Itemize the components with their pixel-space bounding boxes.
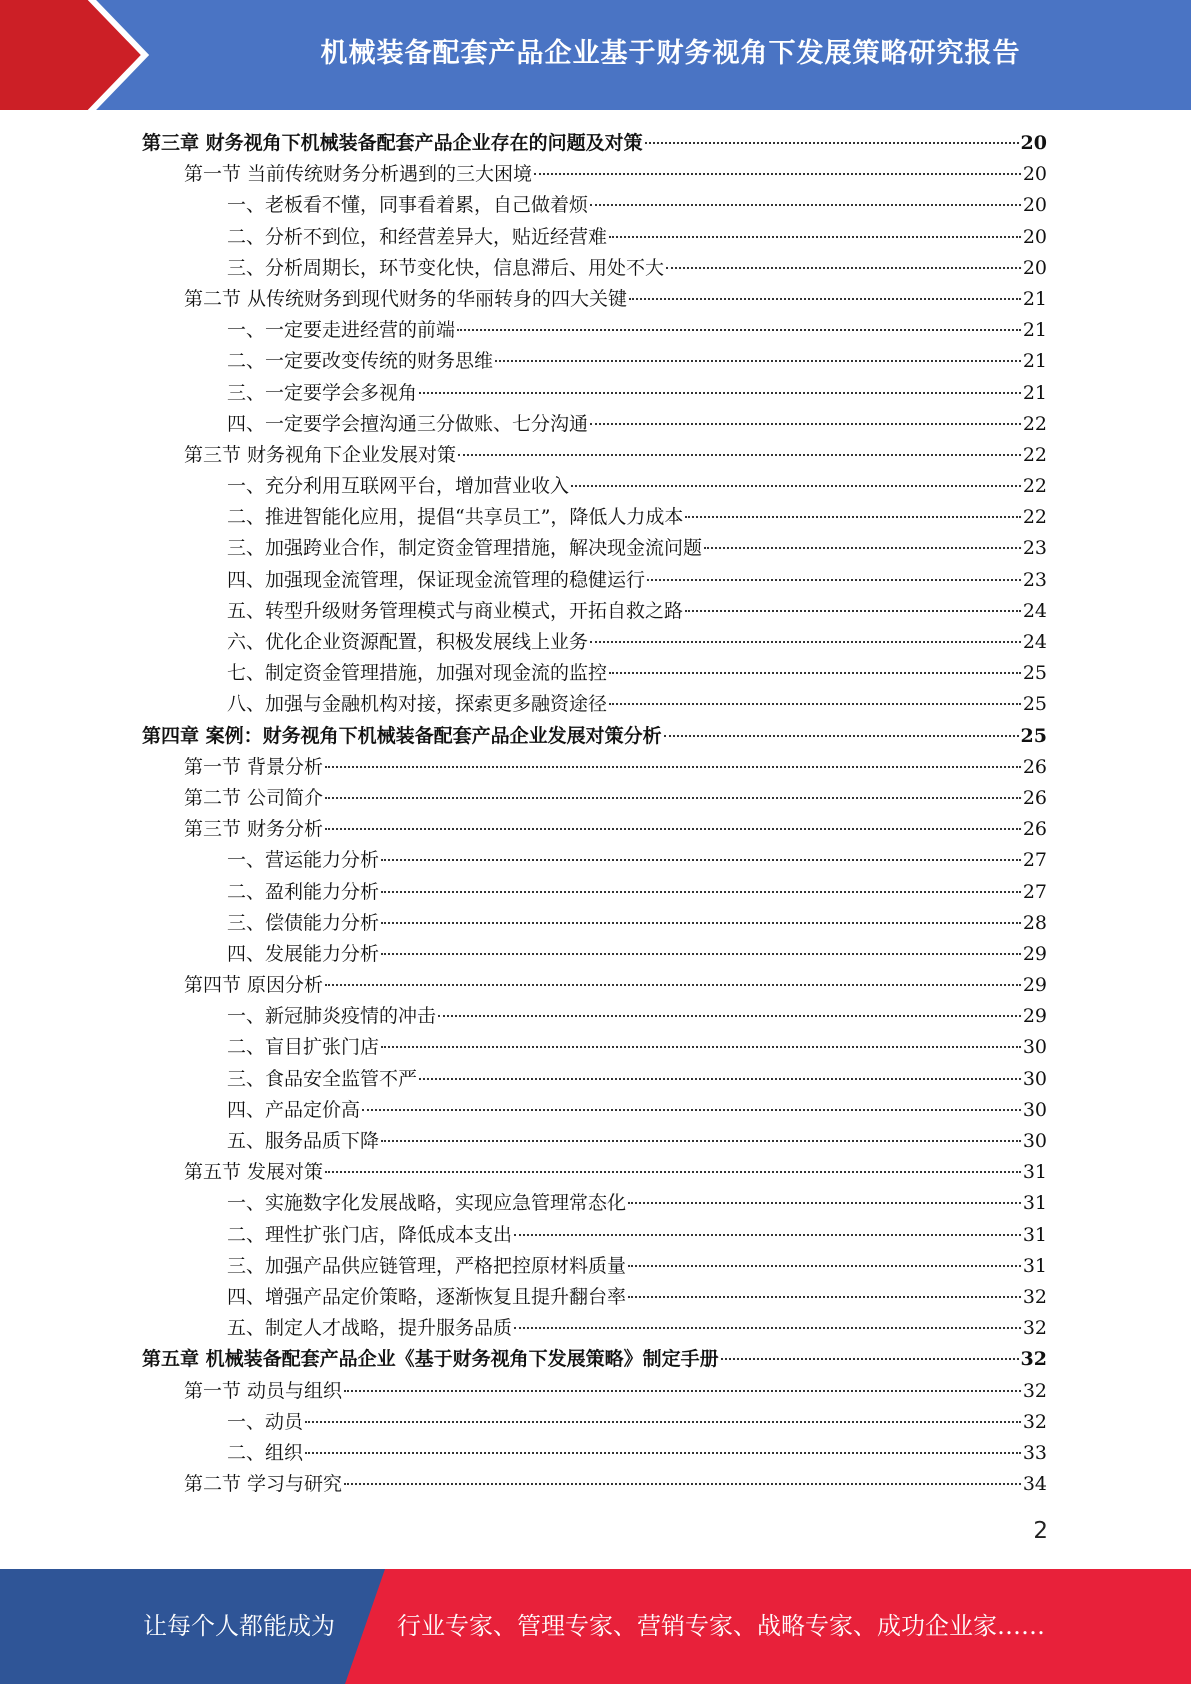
toc-subsection-entry[interactable]: [142, 533, 1047, 564]
toc-entry-page: 22: [1022, 412, 1047, 435]
toc-entry-title: 第一节 动员与组织: [184, 1379, 343, 1402]
toc-entry-page: 31: [1022, 1192, 1047, 1215]
toc-dot-leader: [704, 546, 1021, 549]
page-number: 2: [1033, 1518, 1048, 1544]
toc-dot-leader: [457, 328, 1021, 331]
toc-entry-page: 31: [1022, 1254, 1047, 1277]
toc-entry-page: 32: [1022, 1379, 1047, 1402]
toc-entry-title: 第三节 财务分析: [184, 818, 324, 841]
red-arrow-shape: [0, 0, 150, 110]
toc-subsection-entry[interactable]: [142, 253, 1047, 284]
toc-dot-leader: [495, 359, 1021, 362]
toc-dot-leader: [419, 1077, 1021, 1080]
toc-entry-title: 四、加强现金流管理，保证现金流管理的稳健运行: [227, 568, 646, 591]
toc-dot-leader: [590, 640, 1021, 643]
toc-entry-title: 一、实施数字化发展战略，实现应急管理常态化: [227, 1192, 627, 1215]
toc-subsection-entry[interactable]: [142, 502, 1047, 533]
toc-entry-title: 三、偿债能力分析: [227, 911, 380, 934]
toc-entry-title: 一、老板看不懂，同事看着累，自己做着烦: [227, 194, 589, 217]
toc-entry-title: 第五章 机械装备配套产品企业《基于财务视角下发展策略》制定手册: [142, 1348, 719, 1371]
toc-subsection-entry[interactable]: [142, 1001, 1047, 1032]
toc-dot-leader: [305, 1420, 1021, 1423]
toc-section-entry[interactable]: [142, 814, 1047, 845]
toc-dot-leader: [628, 1264, 1021, 1267]
toc-entry-page: 25: [1020, 724, 1047, 747]
toc-entry-title: 一、充分利用互联网平台，增加营业收入: [227, 475, 570, 498]
toc-entry-page: 21: [1022, 381, 1047, 404]
toc-entry-page: 29: [1022, 974, 1047, 997]
footer-slogan-right: 行业专家、管理专家、营销专家、战略专家、成功企业家……: [397, 1612, 1045, 1640]
toc-dot-leader: [685, 609, 1021, 612]
toc-subsection-entry[interactable]: [142, 908, 1047, 939]
toc-chapter-entry[interactable]: [142, 128, 1047, 159]
toc-entry-title: 第一节 当前传统财务分析遇到的三大困境: [184, 163, 533, 186]
toc-entry-title: 三、加强跨业合作，制定资金管理措施，解决现金流问题: [227, 537, 703, 560]
toc-entry-page: 21: [1022, 350, 1047, 373]
toc-subsection-entry[interactable]: [142, 1407, 1047, 1438]
toc-entry-title: 第三节 财务视角下企业发展对策: [184, 443, 457, 466]
toc-dot-leader: [664, 734, 1019, 737]
toc-dot-leader: [362, 1108, 1021, 1111]
toc-subsection-entry[interactable]: [142, 315, 1047, 346]
toc-subsection-entry[interactable]: [142, 845, 1047, 876]
toc-entry-title: 三、食品安全监管不严: [227, 1067, 418, 1090]
toc-entry-page: 32: [1020, 1348, 1047, 1371]
toc-entry-page: 32: [1022, 1410, 1047, 1433]
toc-entry-page: 29: [1022, 1005, 1047, 1028]
toc-entry-title: 二、一定要改变传统的财务思维: [227, 350, 494, 373]
toc-dot-leader: [381, 952, 1021, 955]
toc-entry-page: 22: [1022, 475, 1047, 498]
toc-entry-title: 七、制定资金管理措施，加强对现金流的监控: [227, 662, 608, 685]
toc-dot-leader: [514, 1233, 1021, 1236]
toc-entry-title: 第四章 案例：财务视角下机械装备配套产品企业发展对策分析: [142, 724, 662, 747]
toc-dot-leader: [590, 422, 1021, 425]
toc-entry-page: 31: [1022, 1223, 1047, 1246]
toc-entry-page: 34: [1022, 1473, 1047, 1496]
toc-dot-leader: [325, 983, 1021, 986]
toc-dot-leader: [381, 1045, 1021, 1048]
toc-subsection-entry[interactable]: [142, 1126, 1047, 1157]
toc-entry-page: 22: [1022, 443, 1047, 466]
toc-dot-leader: [721, 1357, 1019, 1360]
toc-dot-leader: [645, 141, 1019, 144]
toc-subsection-entry[interactable]: [142, 939, 1047, 970]
toc-dot-leader: [628, 1201, 1021, 1204]
toc-dot-leader: [629, 297, 1021, 300]
footer-banner: [0, 1569, 1191, 1684]
toc-entry-page: 26: [1022, 755, 1047, 778]
toc-subsection-entry[interactable]: [142, 1438, 1047, 1469]
toc-subsection-entry[interactable]: [142, 877, 1047, 908]
toc-chapter-entry[interactable]: [142, 721, 1047, 752]
toc-entry-page: 27: [1022, 849, 1047, 872]
toc-entry-title: 一、一定要走进经营的前端: [227, 319, 456, 342]
toc-subsection-entry[interactable]: [142, 1282, 1047, 1313]
toc-subsection-entry[interactable]: [142, 1188, 1047, 1219]
toc-entry-title: 六、优化企业资源配置，积极发展线上业务: [227, 631, 589, 653]
toc-entry-title: 二、分析不到位，和经营差异大，贴近经营难: [227, 225, 608, 248]
toc-entry-title: 第二节 从传统财务到现代财务的华丽转身的四大关键: [184, 287, 628, 310]
toc-subsection-entry[interactable]: [142, 378, 1047, 409]
toc-entry-title: 第五节 发展对策: [184, 1161, 324, 1184]
toc-dot-leader: [325, 765, 1021, 768]
toc-entry-title: 第二节 学习与研究: [184, 1473, 343, 1496]
toc-entry-title: 四、一定要学会擅沟通三分做账、七分沟通: [227, 412, 589, 435]
toc-subsection-entry[interactable]: [142, 1220, 1047, 1251]
toc-subsection-entry[interactable]: [142, 1064, 1047, 1095]
toc-entry-page: 26: [1022, 786, 1047, 809]
toc-entry-title: 一、动员: [227, 1410, 304, 1433]
toc-dot-leader: [305, 1451, 1021, 1454]
toc-entry-title: 三、一定要学会多视角: [227, 381, 418, 404]
toc-entry-title: 二、理性扩张门店，降低成本支出: [227, 1223, 513, 1246]
toc-dot-leader: [609, 702, 1021, 705]
toc-subsection-entry[interactable]: [142, 565, 1047, 596]
toc-entry-title: 五、制定人才战略，提升服务品质: [227, 1317, 513, 1340]
toc-dot-leader: [381, 1139, 1021, 1142]
toc-entry-title: 一、新冠肺炎疫情的冲击: [227, 1005, 437, 1028]
toc-entry-title: 四、产品定价高: [227, 1098, 361, 1121]
toc-entry-title: 第三章 财务视角下机械装备配套产品企业存在的问题及对策: [142, 132, 643, 154]
toc-dot-leader: [325, 796, 1021, 799]
toc-section-entry[interactable]: [142, 783, 1047, 814]
document-title: 机械装备配套产品企业基于财务视角下发展策略研究报告: [320, 37, 1021, 69]
toc-dot-leader: [325, 827, 1021, 830]
toc-subsection-entry[interactable]: [142, 658, 1047, 689]
toc-section-entry[interactable]: [142, 1376, 1047, 1407]
toc-entry-title: 二、盲目扩张门店: [227, 1036, 380, 1059]
toc-entry-page: 32: [1022, 1285, 1047, 1308]
toc-entry-page: 30: [1022, 1098, 1047, 1121]
header-banner: [0, 0, 1191, 110]
toc-entry-title: 三、分析周期长，环节变化快，信息滞后、用处不大: [227, 256, 665, 279]
toc-entry-page: 20: [1022, 194, 1047, 217]
toc-subsection-entry[interactable]: [142, 596, 1047, 627]
toc-subsection-entry[interactable]: [142, 222, 1047, 253]
toc-dot-leader: [609, 671, 1021, 674]
toc-entry-title: 第一节 背景分析: [184, 755, 324, 778]
toc-subsection-entry[interactable]: [142, 689, 1047, 720]
toc-dot-leader: [647, 578, 1021, 581]
toc-entry-page: 25: [1022, 693, 1047, 716]
toc-entry-page: 21: [1022, 319, 1047, 342]
toc-dot-leader: [571, 484, 1021, 487]
toc-section-entry[interactable]: [142, 159, 1047, 190]
toc-subsection-entry[interactable]: [142, 1032, 1047, 1063]
toc-section-entry[interactable]: [142, 970, 1047, 1001]
toc-dot-leader: [381, 921, 1021, 924]
toc-entry-page: 31: [1022, 1161, 1047, 1184]
toc-entry-title: 四、发展能力分析: [227, 942, 380, 965]
toc-entry-page: 27: [1022, 880, 1047, 903]
toc-entry-page: 22: [1022, 506, 1047, 529]
toc-dot-leader: [514, 1326, 1021, 1329]
toc-entry-page: 23: [1022, 568, 1047, 591]
toc-section-entry[interactable]: [142, 440, 1047, 471]
toc-dot-leader: [534, 172, 1021, 175]
toc-subsection-entry[interactable]: [142, 409, 1047, 440]
toc-entry-page: 30: [1022, 1130, 1047, 1152]
toc-dot-leader: [381, 890, 1021, 893]
toc-entry-page: 24: [1022, 631, 1047, 653]
toc-entry-page: 24: [1022, 599, 1047, 622]
toc-entry-title: 五、转型升级财务管理模式与商业模式，开拓自救之路: [227, 599, 684, 622]
toc-subsection-entry[interactable]: [142, 471, 1047, 502]
toc-dot-leader: [666, 266, 1021, 269]
toc-entry-title: 二、盈利能力分析: [227, 880, 380, 903]
toc-entry-title: 三、加强产品供应链管理，严格把控原材料质量: [227, 1254, 627, 1277]
toc-dot-leader: [438, 1014, 1021, 1017]
toc-entry-title: 二、组织: [227, 1441, 304, 1464]
toc-section-entry[interactable]: [142, 752, 1047, 783]
toc-entry-page: 29: [1022, 942, 1047, 965]
toc-entry-page: 20: [1022, 256, 1047, 279]
toc-entry-title: 五、服务品质下降: [227, 1130, 380, 1152]
toc-entry-page: 32: [1022, 1317, 1047, 1340]
toc-section-entry[interactable]: [142, 1469, 1047, 1500]
toc-entry-page: 23: [1022, 537, 1047, 560]
toc-dot-leader: [344, 1482, 1021, 1485]
table-of-contents: [142, 128, 1047, 1500]
toc-entry-page: 30: [1022, 1036, 1047, 1059]
toc-subsection-entry[interactable]: [142, 190, 1047, 221]
toc-dot-leader: [325, 1170, 1021, 1173]
toc-entry-page: 25: [1022, 662, 1047, 685]
toc-entry-page: 20: [1020, 132, 1047, 154]
toc-section-entry[interactable]: [142, 284, 1047, 315]
toc-entry-title: 第二节 公司简介: [184, 786, 324, 809]
toc-entry-title: 八、加强与金融机构对接，探索更多融资途径: [227, 693, 608, 716]
toc-chapter-entry[interactable]: [142, 1344, 1047, 1375]
toc-dot-leader: [628, 1295, 1021, 1298]
toc-entry-page: 33: [1022, 1441, 1047, 1464]
toc-dot-leader: [381, 858, 1021, 861]
toc-subsection-entry[interactable]: [142, 1095, 1047, 1126]
toc-entry-title: 四、增强产品定价策略，逐渐恢复且提升翻台率: [227, 1285, 627, 1308]
toc-dot-leader: [419, 391, 1021, 394]
toc-entry-page: 28: [1022, 911, 1047, 934]
toc-entry-page: 20: [1022, 163, 1047, 186]
toc-entry-title: 第四节 原因分析: [184, 974, 324, 997]
toc-entry-page: 30: [1022, 1067, 1047, 1090]
toc-dot-leader: [458, 453, 1021, 456]
toc-subsection-entry[interactable]: [142, 1251, 1047, 1282]
toc-subsection-entry[interactable]: [142, 1313, 1047, 1344]
toc-entry-page: 20: [1022, 225, 1047, 248]
toc-dot-leader: [609, 235, 1021, 238]
toc-entry-title: 一、营运能力分析: [227, 849, 380, 872]
toc-entry-page: 21: [1022, 287, 1047, 310]
toc-dot-leader: [590, 203, 1021, 206]
toc-entry-page: 26: [1022, 818, 1047, 841]
toc-subsection-entry[interactable]: [142, 346, 1047, 377]
toc-dot-leader: [685, 515, 1020, 518]
toc-dot-leader: [344, 1389, 1021, 1392]
footer-slogan-left: 让每个人都能成为: [143, 1612, 335, 1640]
toc-entry-title: 二、推进智能化应用，提倡“共享员工”，降低人力成本: [227, 506, 684, 529]
toc-subsection-entry[interactable]: [142, 627, 1047, 658]
toc-section-entry[interactable]: [142, 1157, 1047, 1188]
